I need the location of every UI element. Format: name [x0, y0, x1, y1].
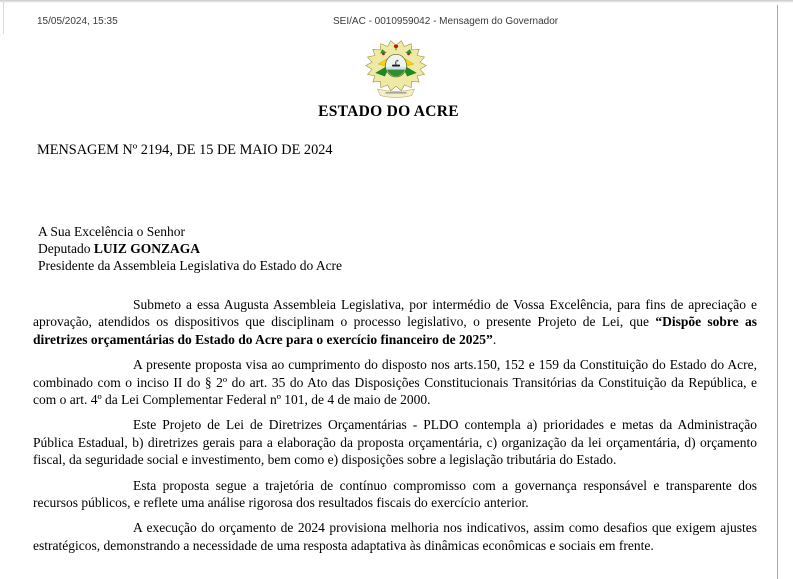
- paragraph-4: Esta proposta segue a trajetória de contínuo compromisso com a governança responsável e transparente dos recursos públicos, e reflete uma análise rigorosa dos resultados fiscais do exercício anterior.: [33, 477, 757, 511]
- message-body: [33, 296, 757, 562]
- addressee-line-2: [38, 240, 342, 257]
- page-right-border: [777, 5, 778, 579]
- addressee-line-3: Presidente da Assembleia Legislativa do Estado do Acre: [38, 258, 343, 274]
- org-title: ESTADO DO ACRE: [318, 103, 459, 120]
- paragraph-1-text: Submeto a essa Augusta Assembleia Legislativa, por intermédio de Vossa Excelência, para fins de apreciação e aprovação, atendidos os dispositivos que disciplinam o processo legislativo, o presente Projeto de Lei, que: [33, 297, 757, 330]
- paragraph-5: A execução do orçamento de 2024 provisiona melhoria nos indicativos, assim como desafios que exigem ajustes estratégicos, demonstrando a necessidade de uma resposta adaptativa às dinâmicas econômicas e sociais em frente.: [33, 520, 757, 553]
- message-title: MENSAGEM Nº 2194, DE 15 DE MAIO DE 2024: [37, 142, 333, 158]
- paragraph-2: A presente proposta visa ao cumprimento do disposto nos arts.150, 152 e 159 da Constituição do Estado do Acre, combinado com o inciso II do § 2º do art. 35 do Ato das Disposições Constitucionais Transitórias da Constituição da República, e com o art. 4º da Lei Complementar Federal nº 101, de 4 de maio de 2000.: [33, 357, 757, 408]
- acre-coat-of-arms-icon: [363, 38, 429, 100]
- addressee-role: Deputado: [38, 241, 94, 257]
- paragraph-1-tail: .: [492, 331, 497, 347]
- paragraph-3: Este Projeto de Lei de Diretrizes Orçamentárias - PLDO contempla a) prioridades e metas da Administração Pública Estadual, b) diretrizes gerais para a elaboração da proposta orçamentária, c) organização da lei orçamentária, d) orçamento fiscal, da seguridade social e investimento, bem como e) disposições sobre a legislação tributária do Estado.: [33, 417, 757, 468]
- document-id-header: SEI/AC - 0010959042 - Mensagem do Governador: [333, 16, 559, 27]
- print-datetime: 15/05/2024, 15:35: [37, 16, 118, 27]
- page-top-edge: [0, 0, 793, 3]
- print-header: [0, 16, 793, 30]
- paragraph-1-bold-quote: “Dispõe sobre as diretrizes orçamentárias do Estado do Acre para o exercício financeiro de 2025”: [33, 314, 757, 347]
- addressee-name: LUIZ GONZAGA: [93, 241, 201, 257]
- paragraph-1: [33, 296, 757, 348]
- addressee-block: [38, 223, 342, 275]
- addressee-line-1: A Sua Excelência o Senhor: [38, 224, 185, 239]
